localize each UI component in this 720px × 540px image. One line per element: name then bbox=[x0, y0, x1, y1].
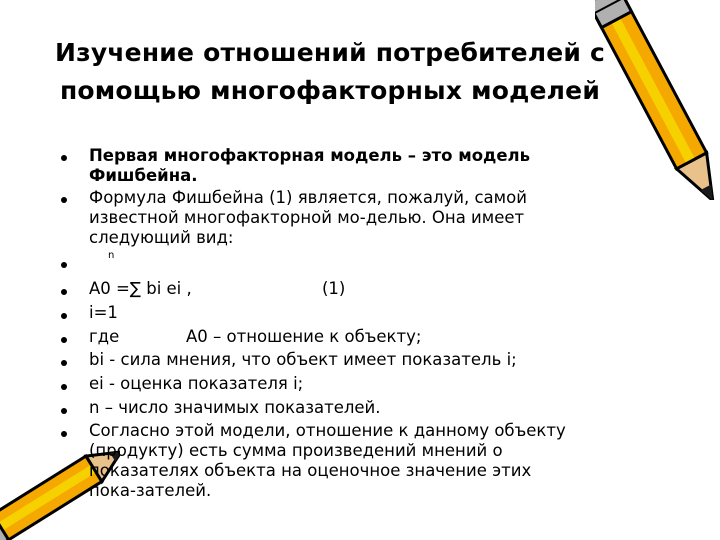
formula-expression: А0 =∑ bi ei , bbox=[89, 279, 192, 298]
bullet-10-line-2: (продукту) есть сумма произведений мнений о bbox=[89, 441, 503, 460]
bullet-10-line-3: показателях объекта на оценочное значение этих bbox=[89, 461, 532, 480]
formula-index: i=1 bbox=[89, 303, 118, 322]
bullet-dot bbox=[61, 337, 67, 343]
bullet-1-line-1: Первая многофакторная модель – это модель bbox=[89, 146, 531, 165]
bullet-dot bbox=[61, 313, 67, 319]
bullet-10-line-4: пока-зателей. bbox=[89, 481, 212, 500]
slide-title-line-1: Изучение отношений потребителей с bbox=[54, 38, 606, 67]
formula-number: (1) bbox=[322, 279, 346, 298]
definition-label: где bbox=[89, 327, 120, 346]
bullet-3-line-1: n bbox=[108, 250, 115, 261]
bullet-dot bbox=[61, 360, 67, 366]
definition-ei: ei - оценка показателя i; bbox=[89, 374, 304, 393]
bullet-1-line-2: Фишбейна. bbox=[89, 166, 198, 185]
bullet-2-line-3: следующий вид: bbox=[89, 228, 234, 247]
definition-n: n – число значимых показателей. bbox=[89, 398, 381, 417]
bullet-2-line-2: известной многофакторной мо-делью. Она имеет bbox=[89, 208, 525, 227]
bullet-2-line-1: Формула Фишбейна (1) является, пожалуй, самой bbox=[89, 188, 527, 207]
definition-bi: bi - сила мнения, что объект имеет показатель i; bbox=[89, 350, 517, 369]
bullet-dot bbox=[61, 408, 67, 414]
bullet-dot bbox=[61, 262, 67, 268]
bullet-dot bbox=[61, 197, 67, 203]
bullet-10-line-1: Согласно этой модели, отношение к данному объекту bbox=[89, 421, 566, 440]
definition-a0: А0 – отношение к объекту; bbox=[186, 327, 422, 346]
slide-title-line-2: помощью многофакторных моделей bbox=[59, 76, 601, 105]
bullet-dot bbox=[61, 431, 67, 437]
bullet-dot bbox=[61, 155, 67, 161]
bullet-dot bbox=[61, 289, 67, 295]
bullet-dot bbox=[61, 384, 67, 390]
